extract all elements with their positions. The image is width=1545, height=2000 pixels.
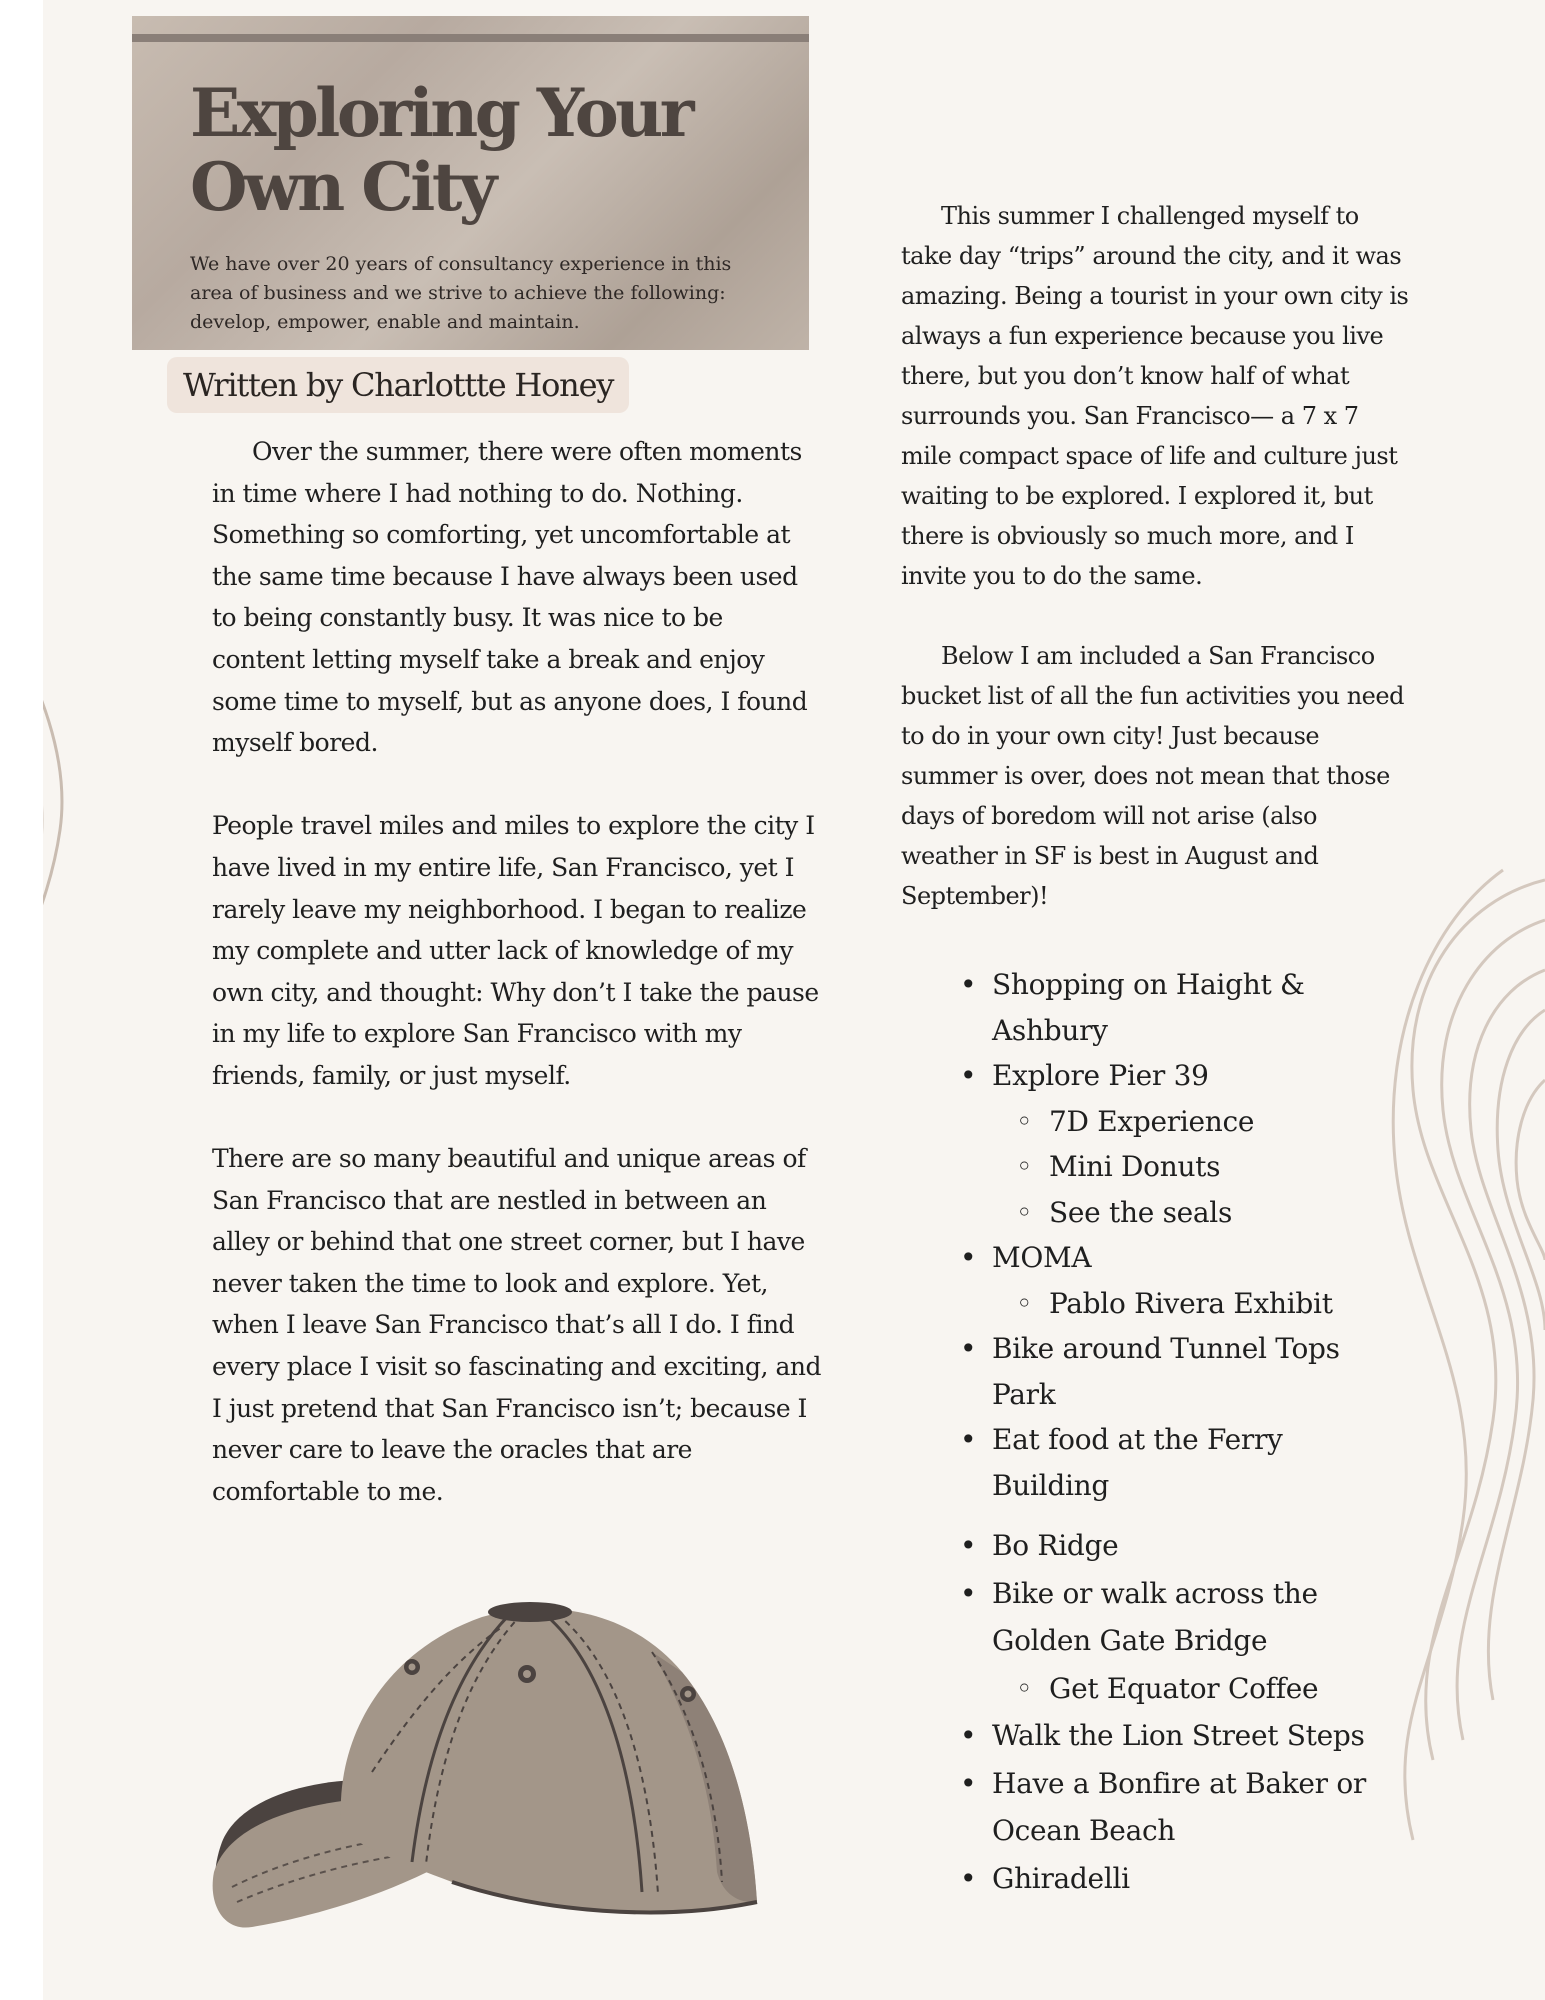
article-title: Exploring Your Own City bbox=[190, 74, 692, 226]
list-subitem bbox=[901, 1190, 1421, 1236]
header-subtitle: We have over 20 years of consultancy experience in this area of business and we strive to achieve the following: develop, empower, enable and maintain. bbox=[190, 253, 732, 333]
list-item bbox=[901, 1712, 1421, 1760]
list-item bbox=[901, 1053, 1421, 1099]
list-item-label: 7D Experience bbox=[1049, 1104, 1255, 1138]
list-item-label: See the seals bbox=[1049, 1195, 1233, 1229]
bullet-icon: • bbox=[960, 1719, 977, 1752]
list-item bbox=[901, 962, 1421, 1053]
body-paragraph: There are so many beautiful and unique areas of San Francisco that are nestled in between an alley or behind that one street corner, but I have never taken the time to look and explore. Yet, when I leave San Francisco that’s all I do. I find every place I visit so fascinating and exciting, and I just pretend that San Francisco isn’t; because I never care to leave the oracles that are comfortable to me. bbox=[212, 1144, 821, 1506]
list-item-label: Eat food at the Ferry Building bbox=[992, 1423, 1283, 1502]
list-subitem bbox=[901, 1099, 1421, 1145]
bucket-list-2 bbox=[901, 1522, 1421, 1902]
body-paragraph: People travel miles and miles to explore the city I have lived in my entire life, San Francisco, yet I rarely leave my neighborhood. I began to realize my complete and utter lack of knowledge of my own city, and thought: Why don’t I take the pause in my life to explore San Francisco with my friends, family, or just myself. bbox=[212, 811, 819, 1090]
list-item-label: Bike around Tunnel Tops Park bbox=[992, 1332, 1340, 1411]
list-item bbox=[901, 1417, 1421, 1508]
author-byline: Written by Charlottte Honey bbox=[167, 357, 629, 413]
bullet-icon: • bbox=[960, 1529, 977, 1562]
bullet-icon: • bbox=[960, 1423, 977, 1456]
list-subitem bbox=[901, 1281, 1421, 1327]
list-item bbox=[901, 1855, 1421, 1903]
list-item bbox=[901, 1760, 1421, 1855]
list-item-label: Get Equator Coffee bbox=[1049, 1671, 1319, 1705]
hollow-bullet-icon: ◦ bbox=[1016, 1150, 1033, 1183]
hollow-bullet-icon: ◦ bbox=[1016, 1195, 1033, 1229]
hollow-bullet-icon: ◦ bbox=[1016, 1671, 1033, 1705]
body-paragraph: Below I am included a San Francisco bucket list of all the fun activities you need to do in your own city! Just because summer is over, does not mean that those days of boredom will not arise (also weather in SF is best in August and September)! bbox=[901, 642, 1404, 910]
list-item-label: Bike or walk across the Golden Gate Bridge bbox=[992, 1576, 1318, 1657]
list-item bbox=[901, 1570, 1421, 1665]
body-paragraph: This summer I challenged myself to take day “trips” around the city, and it was amazing. Being a tourist in your own city is always a fun experience because you live there, but you don’t know half of what surrounds you. San Francisco— a 7 x 7 mile compact space of life and culture just waiting to be explored. I explored it, but there is obviously so much more, and I invite you to do the same. bbox=[901, 202, 1409, 590]
left-column-text bbox=[212, 431, 822, 1512]
list-item-label: Explore Pier 39 bbox=[992, 1059, 1209, 1092]
hollow-bullet-icon: ◦ bbox=[1016, 1286, 1033, 1320]
document-page bbox=[43, 0, 1545, 2000]
bullet-icon: • bbox=[960, 1766, 977, 1800]
list-item-label: Walk the Lion Street Steps bbox=[992, 1719, 1365, 1752]
bullet-icon: • bbox=[960, 1332, 977, 1365]
list-item-label: Bo Ridge bbox=[992, 1529, 1119, 1562]
list-item-label: Mini Donuts bbox=[1049, 1150, 1221, 1183]
body-paragraph: Over the summer, there were often moments in time where I had nothing to do. Nothing. Something so comforting, yet uncomfortable at the same time because I have always been used to being constantly busy. It was nice to be content letting myself take a break and enjoy some time to myself, but as anyone does, I found myself bored. bbox=[212, 437, 808, 758]
list-item-label: Have a Bonfire at Baker or Ocean Beach bbox=[992, 1766, 1367, 1847]
bullet-icon: • bbox=[960, 1576, 977, 1610]
header-banner bbox=[132, 16, 809, 350]
bullet-icon: • bbox=[960, 1059, 977, 1092]
bullet-icon: • bbox=[960, 1241, 977, 1274]
bullet-icon: • bbox=[960, 968, 977, 1001]
baseball-cap-illustration bbox=[212, 1592, 772, 1952]
list-item bbox=[901, 1326, 1421, 1417]
list-item-label: Pablo Rivera Exhibit bbox=[1049, 1286, 1333, 1320]
header-top-stripe bbox=[132, 34, 809, 42]
hollow-bullet-icon: ◦ bbox=[1016, 1104, 1033, 1138]
bucket-list-1 bbox=[901, 962, 1421, 1508]
right-column-text bbox=[901, 196, 1411, 916]
list-subitem bbox=[901, 1144, 1421, 1190]
list-item bbox=[901, 1522, 1421, 1570]
list-subitem bbox=[901, 1665, 1421, 1713]
list-item bbox=[901, 1235, 1421, 1281]
bullet-icon: • bbox=[960, 1861, 977, 1895]
list-item-label: Ghiradelli bbox=[992, 1861, 1130, 1895]
list-item-label: MOMA bbox=[992, 1241, 1092, 1274]
list-item-label: Shopping on Haight & Ashbury bbox=[992, 968, 1305, 1047]
wavy-lines-left-decoration bbox=[43, 600, 120, 1020]
